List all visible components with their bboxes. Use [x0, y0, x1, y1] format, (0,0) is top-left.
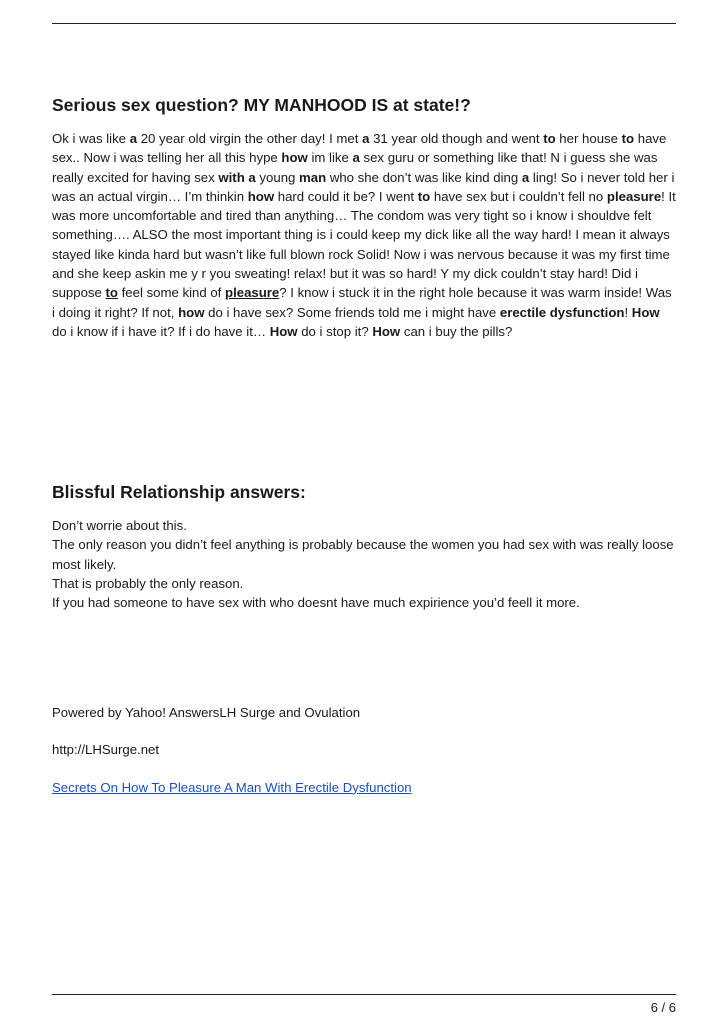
body-text: who she don’t was like kind ding — [326, 169, 522, 185]
body-text: young — [255, 169, 300, 185]
answers-title: Blissful Relationship answers: — [52, 482, 306, 502]
bold-keyword: erectile dysfunction — [499, 304, 625, 320]
body-text: her house — [555, 131, 622, 146]
question-section — [52, 95, 676, 341]
body-text: have sex.. Now i was telling her all this hype — [52, 131, 667, 166]
body-text: do i have sex? Some friends told me i might have — [204, 304, 500, 320]
bold-keyword: with a — [218, 169, 256, 185]
bold-keyword: pleasure — [225, 285, 280, 301]
body-text: ling! So i never told her i was an actual virgin… I’m thinkin — [52, 169, 675, 204]
body-text: hard could it be? I went — [274, 188, 418, 204]
bold-keyword: a — [362, 131, 370, 146]
answer-line: If you had someone to have sex with who doesnt have much expirience you’d feell it more. — [52, 595, 580, 611]
bold-keyword: How — [372, 323, 401, 339]
body-text: ! It was more uncomfortable and tired than anything… The condom was very tight so i know i shouldve felt something…. ALSO the most important thing is i could keep my dick like all the way hard! I mean it always stayed like kinda hard but wasn’t like full blown rock Solid! Now i was nervous because it was my first time and she keep askin me y r you sweating! relax! but it was so hard! Y my dick couldn’t stay hard! Did i suppose — [52, 188, 676, 301]
body-text: 20 year old virgin the other day! I met — [137, 131, 363, 146]
bold-keyword: man — [299, 169, 327, 185]
bold-keyword: how — [281, 150, 308, 166]
body-text: do i know if i have it? If i do have it… — [52, 323, 270, 339]
bold-keyword: how — [247, 188, 275, 204]
answer-line: The only reason you didn’t feel anything is probably because the women you had sex with was really loose most likely. — [52, 537, 674, 572]
source-section — [52, 703, 676, 797]
body-text: have sex but i couldn’t fell no — [430, 188, 607, 204]
body-text: sex guru or something like that! N i guess she was really excited for having sex — [52, 150, 658, 185]
body-text: can i buy the pills? — [400, 323, 513, 339]
question-title: Serious sex question? MY MANHOOD IS at state!? — [52, 95, 471, 115]
body-text: ? I know i stuck it in the right hole because it was warm inside! Was i doing it right? If not, — [52, 285, 672, 320]
footer-rule — [52, 994, 676, 995]
bold-keyword: how — [178, 304, 205, 320]
bold-keyword: a — [352, 150, 360, 166]
body-text: do i stop it? — [297, 323, 373, 339]
bold-keyword: a — [129, 131, 138, 146]
body-text: ! — [624, 304, 632, 320]
answer-line: That is probably the only reason. — [52, 575, 244, 591]
page-number: 6 / 6 — [650, 1000, 676, 1015]
bold-keyword: to — [621, 131, 635, 146]
header-rule — [52, 23, 676, 24]
article-link[interactable]: Secrets On How To Pleasure A Man With Erectile Dysfunction — [52, 779, 412, 795]
body-text: Ok i was like — [52, 131, 130, 146]
powered-by-text: Powered by Yahoo! AnswersLH Surge and Ovulation — [52, 705, 361, 720]
body-text: feel some kind of — [117, 285, 226, 301]
question-body — [52, 129, 676, 341]
bold-keyword: to — [417, 188, 431, 204]
bold-keyword: a — [521, 169, 530, 185]
source-url: http://LHSurge.net — [52, 742, 160, 758]
bold-keyword: How — [269, 323, 298, 339]
answers-section — [52, 482, 676, 612]
bold-keyword: How — [631, 304, 660, 320]
bold-keyword: to — [105, 285, 118, 301]
body-text: im like — [307, 150, 353, 166]
bold-keyword: pleasure — [606, 188, 662, 204]
body-text: 31 year old though and went — [369, 131, 544, 146]
bold-keyword: to — [543, 131, 556, 146]
answer-line: Don’t worrie about this. — [52, 518, 187, 533]
